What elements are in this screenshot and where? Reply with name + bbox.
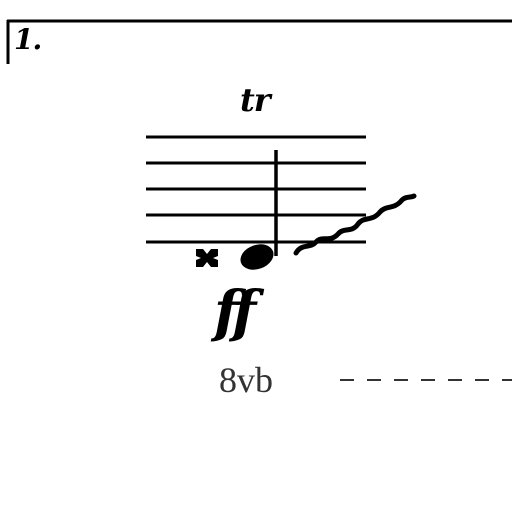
ottava-label: 8vb [219,360,273,400]
dynamic-marking: ff [214,279,251,345]
volta-number: 1. [14,23,42,56]
trill-mark: tr [240,81,270,119]
